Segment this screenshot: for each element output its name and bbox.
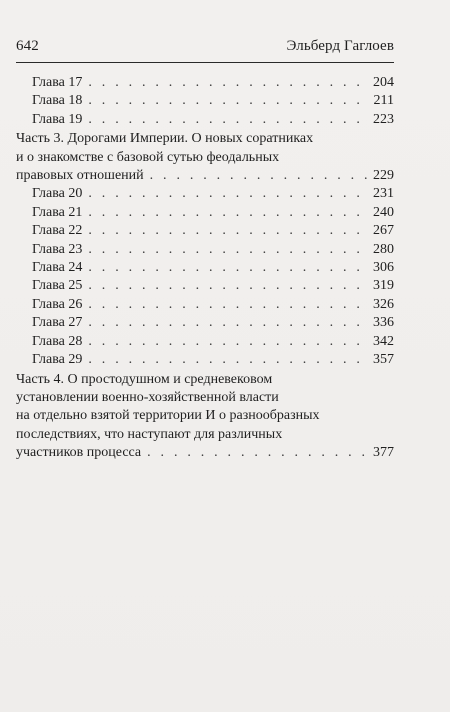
toc-entry-label: Глава 25 <box>32 278 83 294</box>
part-title-last-line <box>16 167 394 185</box>
toc-entry-label: Глава 17 <box>32 75 83 90</box>
leader-dots <box>88 296 369 314</box>
leader-dots <box>88 241 369 259</box>
leader-dots <box>88 92 369 110</box>
toc-entry-chapter-23[interactable] <box>16 241 394 259</box>
toc-entry-label: Глава 26 <box>32 296 83 312</box>
toc-entry-label: Глава 29 <box>32 352 83 368</box>
toc-entry-label: Глава 27 <box>32 315 83 331</box>
toc-entry-page: 240 <box>373 204 394 220</box>
toc-entry-chapter-27[interactable] <box>16 314 394 332</box>
toc-entry-chapter-19[interactable] <box>16 111 394 129</box>
leader-dots <box>88 222 369 240</box>
part-title-line: последствиях, что наступают для различных <box>16 426 283 442</box>
toc-entry-chapter-17[interactable] <box>16 74 394 92</box>
toc-entry-page: 326 <box>373 296 394 312</box>
toc-entry-chapter-29[interactable] <box>16 351 394 369</box>
part-title-line: и о знакомстве с базовой сутью феодальных <box>16 149 280 165</box>
toc-entry-page: 357 <box>373 352 394 368</box>
toc-entry-page: 229 <box>373 168 394 184</box>
toc-entry-page: 267 <box>373 223 394 239</box>
part-title-line: установлении военно-хозяйственной власти <box>16 389 279 405</box>
part-title-line: Часть 3. Дорогами Империи. О новых соратниках <box>16 131 314 147</box>
leader-dots <box>147 444 369 462</box>
leader-dots <box>88 333 369 351</box>
toc-entry-label: Глава 21 <box>32 204 83 220</box>
leader-dots <box>88 185 369 203</box>
toc-entry-page: 377 <box>373 445 394 461</box>
toc-entry-page: 280 <box>373 241 394 257</box>
toc-entry-label: Глава 20 <box>32 186 83 202</box>
toc-entry-page: 336 <box>373 315 394 331</box>
toc-entry-page: 211 <box>373 93 394 109</box>
leader-dots <box>150 167 369 185</box>
toc-entry-label: Глава 28 <box>32 333 83 349</box>
leader-dots <box>88 277 369 295</box>
header-rule <box>16 62 394 63</box>
part-title-line: на отдельно взятой территории И о разнообразных <box>16 408 320 424</box>
part-title-last-line <box>16 444 394 462</box>
toc-entry-label: Глава 24 <box>32 260 83 276</box>
toc-entry-chapter-21[interactable] <box>16 204 394 222</box>
toc-entry-chapter-22[interactable] <box>16 222 394 240</box>
toc-entry-chapter-25[interactable] <box>16 277 394 295</box>
toc-entry-label: Глава 18 <box>32 93 83 109</box>
toc-entry-page: 223 <box>373 111 394 127</box>
toc-part-3[interactable] <box>16 130 394 185</box>
toc-entry-page: 204 <box>373 75 394 90</box>
part-title-line: правовых отношений <box>16 168 144 184</box>
toc-entry-page: 319 <box>373 278 394 294</box>
table-of-contents <box>16 74 394 463</box>
toc-part-4[interactable] <box>16 371 394 463</box>
page-number: 642 <box>16 38 39 54</box>
leader-dots <box>88 351 369 369</box>
toc-entry-chapter-18[interactable] <box>16 92 394 110</box>
toc-entry-chapter-20[interactable] <box>16 185 394 203</box>
leader-dots <box>88 314 369 332</box>
toc-entry-chapter-24[interactable] <box>16 259 394 277</box>
toc-entry-label: Глава 22 <box>32 223 83 239</box>
toc-entry-chapter-28[interactable] <box>16 333 394 351</box>
toc-entry-label: Глава 23 <box>32 241 83 257</box>
toc-entry-page: 342 <box>373 333 394 349</box>
leader-dots <box>88 204 369 222</box>
running-header <box>16 38 394 55</box>
leader-dots <box>88 259 369 277</box>
leader-dots <box>88 111 369 129</box>
toc-entry-chapter-26[interactable] <box>16 296 394 314</box>
part-title-line: Часть 4. О простодушном и средневековом <box>16 371 273 387</box>
toc-entry-page: 231 <box>373 186 394 202</box>
leader-dots <box>88 74 369 92</box>
part-title-line: участников процесса <box>16 445 142 461</box>
toc-entry-page: 306 <box>373 260 394 276</box>
toc-entry-label: Глава 19 <box>32 111 83 127</box>
author-name: Эльберд Гаглоев <box>286 38 394 54</box>
